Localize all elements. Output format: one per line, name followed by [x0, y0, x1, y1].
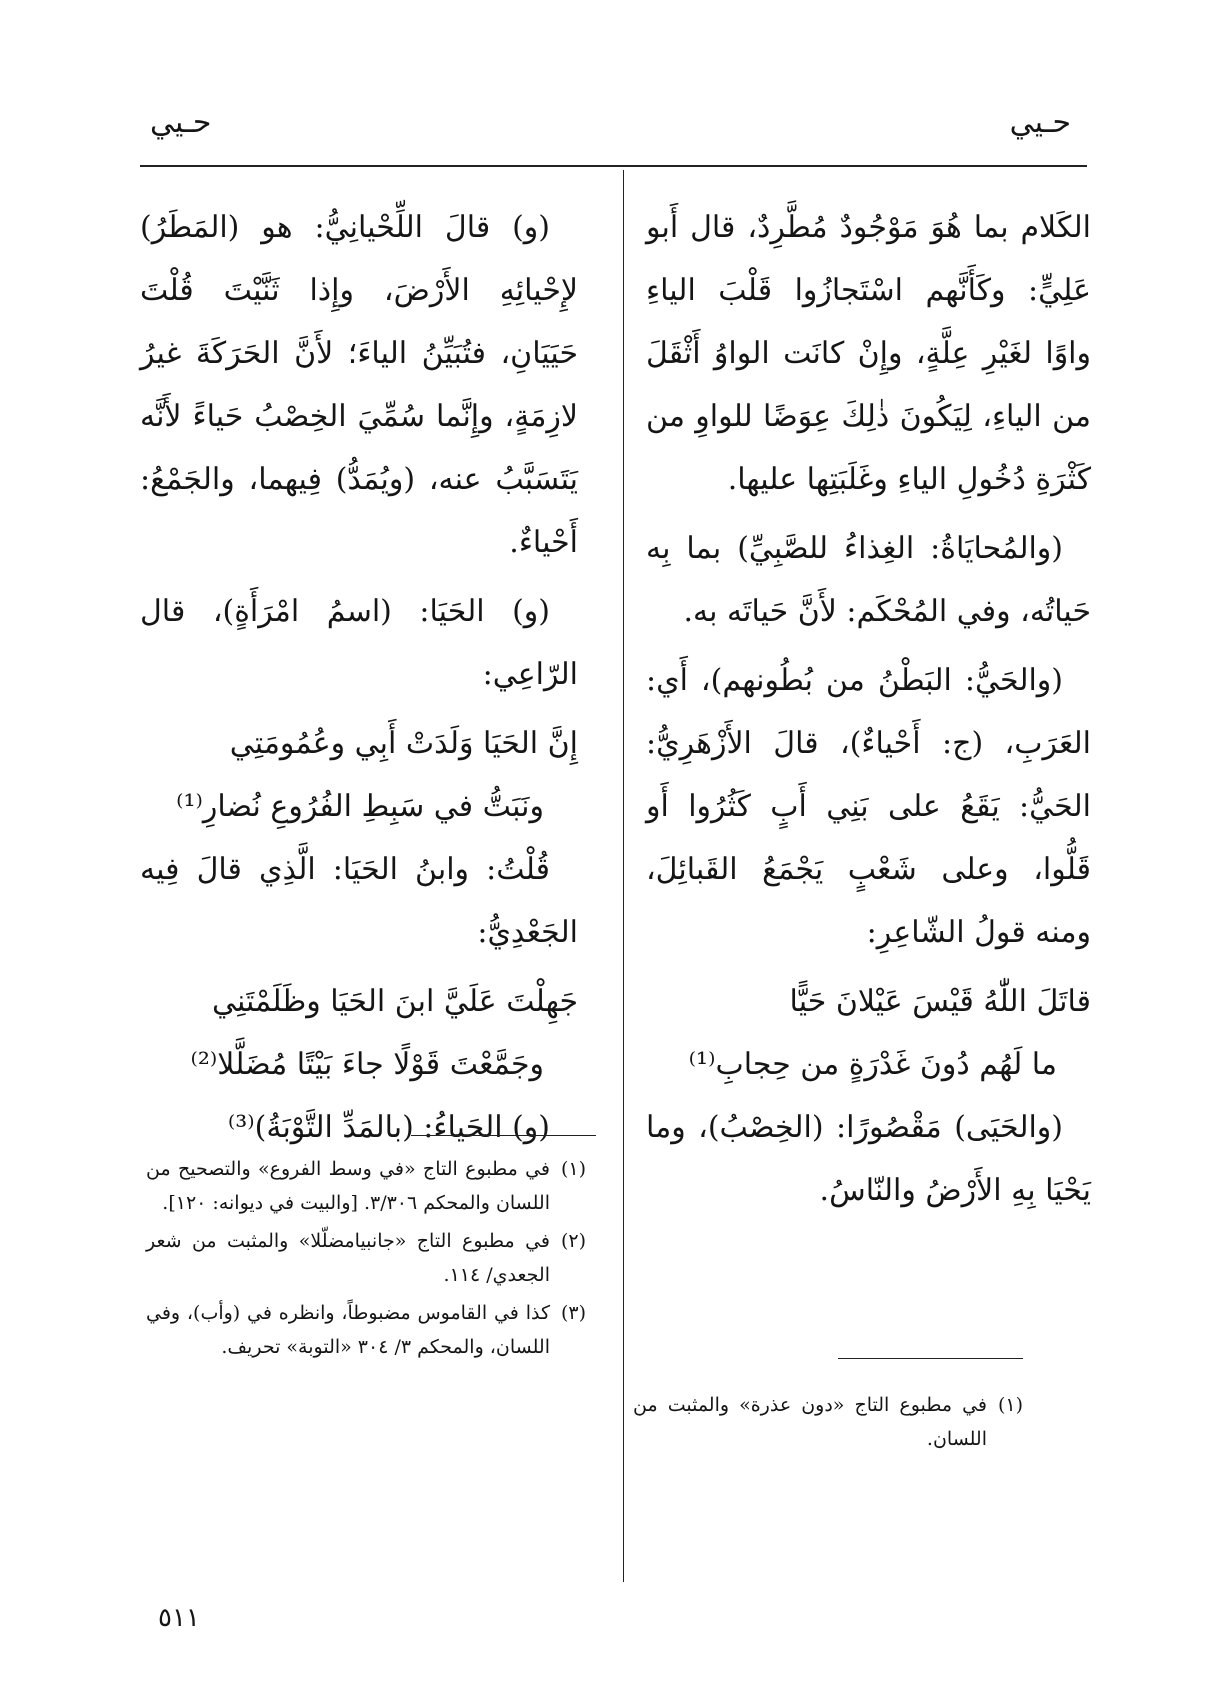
footnote-text: كذا في القاموس مضبوطاً، وانظره في (وأب)، وفي اللسان، والمحكم ٣/ ٣٠٤ «التوبة» تحريف. [146, 1302, 550, 1358]
running-head-right: حـيي [1009, 105, 1071, 140]
footnote-rule [838, 1358, 1023, 1359]
footnote-text: في مطبوع التاج «جانبيامضلّلا» والمثبت من شعر الجعدي/ ١١٤. [146, 1230, 550, 1286]
footnote [633, 1388, 1023, 1456]
footnote-text: في مطبوع التاج «دون عذرة» والمثبت من اللسان. [633, 1394, 987, 1450]
footnote [146, 1224, 586, 1292]
left-footnotes [146, 1152, 586, 1368]
running-head-left: حـيي [150, 105, 212, 140]
column-divider [623, 170, 624, 1582]
paragraph: (والحَيُّ: البَطْنُ من بُطُونهم)، أَي: العَرَبِ، (ج: أَحْياءٌ)، قالَ الأَزْهَرِيُّ: الحَيُّ: يَقَعُ على بَنِي أَبٍ كَثُرُوا أَو قَلُّوا، وعلى شَعْبٍ يَجْمَعُ القَبائِلَ، ومنه قولُ الشّاعِرِ: [646, 663, 1091, 950]
footnote-text: في مطبوع التاج «في وسط الفروع» والتصحيح من اللسان والمحكم ٣/٣٠٦. [والبيت في ديوانه: ١٢٠]. [146, 1158, 550, 1214]
paragraph: قُلْتُ: وابنُ الحَيَا: الَّذِي قالَ فِيه الجَعْدِيُّ: [140, 852, 578, 950]
paragraph: (و) الحَياءُ: (بالمَدِّ التَّوْبَةُ)⁽³⁾ [227, 1110, 550, 1145]
paragraph: (و) قالَ اللِّحْيانِيُّ: هو (المَطَرُ) لإِحْيائِهِ الأَرْضَ، وإِذا ثَنَّيْتَ قُلْتَ حَيَيَانِ، فتُبَيِّنُ الياءَ؛ لأَنَّ الحَرَكَةَ غيرُ لازِمَةٍ، وإِنَّما سُمِّيَ الخِصْبُ حَياءً لأَنَّه يَتَسَبَّبُ عنه، (ويُمَدُّ) فِيهما، والجَمْعُ: أَحْياءٌ. [140, 210, 578, 560]
paragraph: (والحَيَى) مَقْصُورًا: (الخِصْبُ)، وما يَحْيَا بِهِ الأَرْضُ والنّاسُ. [646, 1110, 1091, 1208]
verse-line: ونَبَتُّ في سَبِطِ الفُرُوعِ نُضارِ⁽¹⁾ [176, 789, 544, 824]
footnote [146, 1152, 586, 1220]
paragraph: (و) الحَيَا: (اسمُ امْرَأَةٍ)، قال الرّاعِي: [140, 594, 578, 692]
verse-line: ما لَهُم دُونَ غَدْرَةٍ من حِجابِ⁽¹⁾ [688, 1047, 1057, 1082]
verse-line: إِنَّ الحَيَا وَلَدَتْ أَبِي وعُمُومَتِي [229, 726, 578, 761]
footnote-number: (٣) [560, 1302, 586, 1324]
footnote-number: (٢) [560, 1230, 586, 1252]
verse-line: وجَمَّعْتَ قَوْلًا جاءَ بَيْتًا مُضَلَّلا⁽²⁾ [190, 1047, 544, 1082]
left-column [140, 196, 578, 1165]
footnote-rule [411, 1135, 596, 1136]
verse-line: قاتَلَ اللّٰهُ قَيْسَ عَيْلانَ حَيًّا [789, 984, 1091, 1019]
page-number: ٥١١ [158, 1603, 200, 1633]
right-footnotes [633, 1388, 1023, 1460]
paragraph: الكَلام بما هُوَ مَوْجُودٌ مُطَّرِدٌ، قال أَبو عَلِيٍّ: وكَأَنَّهم اسْتَجازُوا قَلْبَ الياءِ واوًا لغَيْرِ عِلَّةٍ، وإِنْ كانَت الواوُ أَثْقَلَ من الياءِ، لِيَكُونَ ذٰلِكَ عِوَضًا للواوِ من كَثْرَةِ دُخُولِ الياءِ وغَلَبَتِها عليها. [646, 210, 1091, 497]
footnote-number: (١) [560, 1158, 586, 1180]
verse-line: جَهِلْتَ عَلَيَّ ابنَ الحَيَا وظَلَمْتَنِي [211, 984, 578, 1019]
paragraph: (والمُحايَاةُ: الغِذاءُ للصَّبِيِّ) بما بِه حَياتُه، وفي المُحْكَم: لأَنَّ حَياتَه به. [646, 531, 1091, 629]
footnote-number: (١) [997, 1394, 1023, 1416]
right-column [646, 196, 1091, 1228]
footnote [146, 1296, 586, 1364]
header-rule [140, 165, 1087, 167]
